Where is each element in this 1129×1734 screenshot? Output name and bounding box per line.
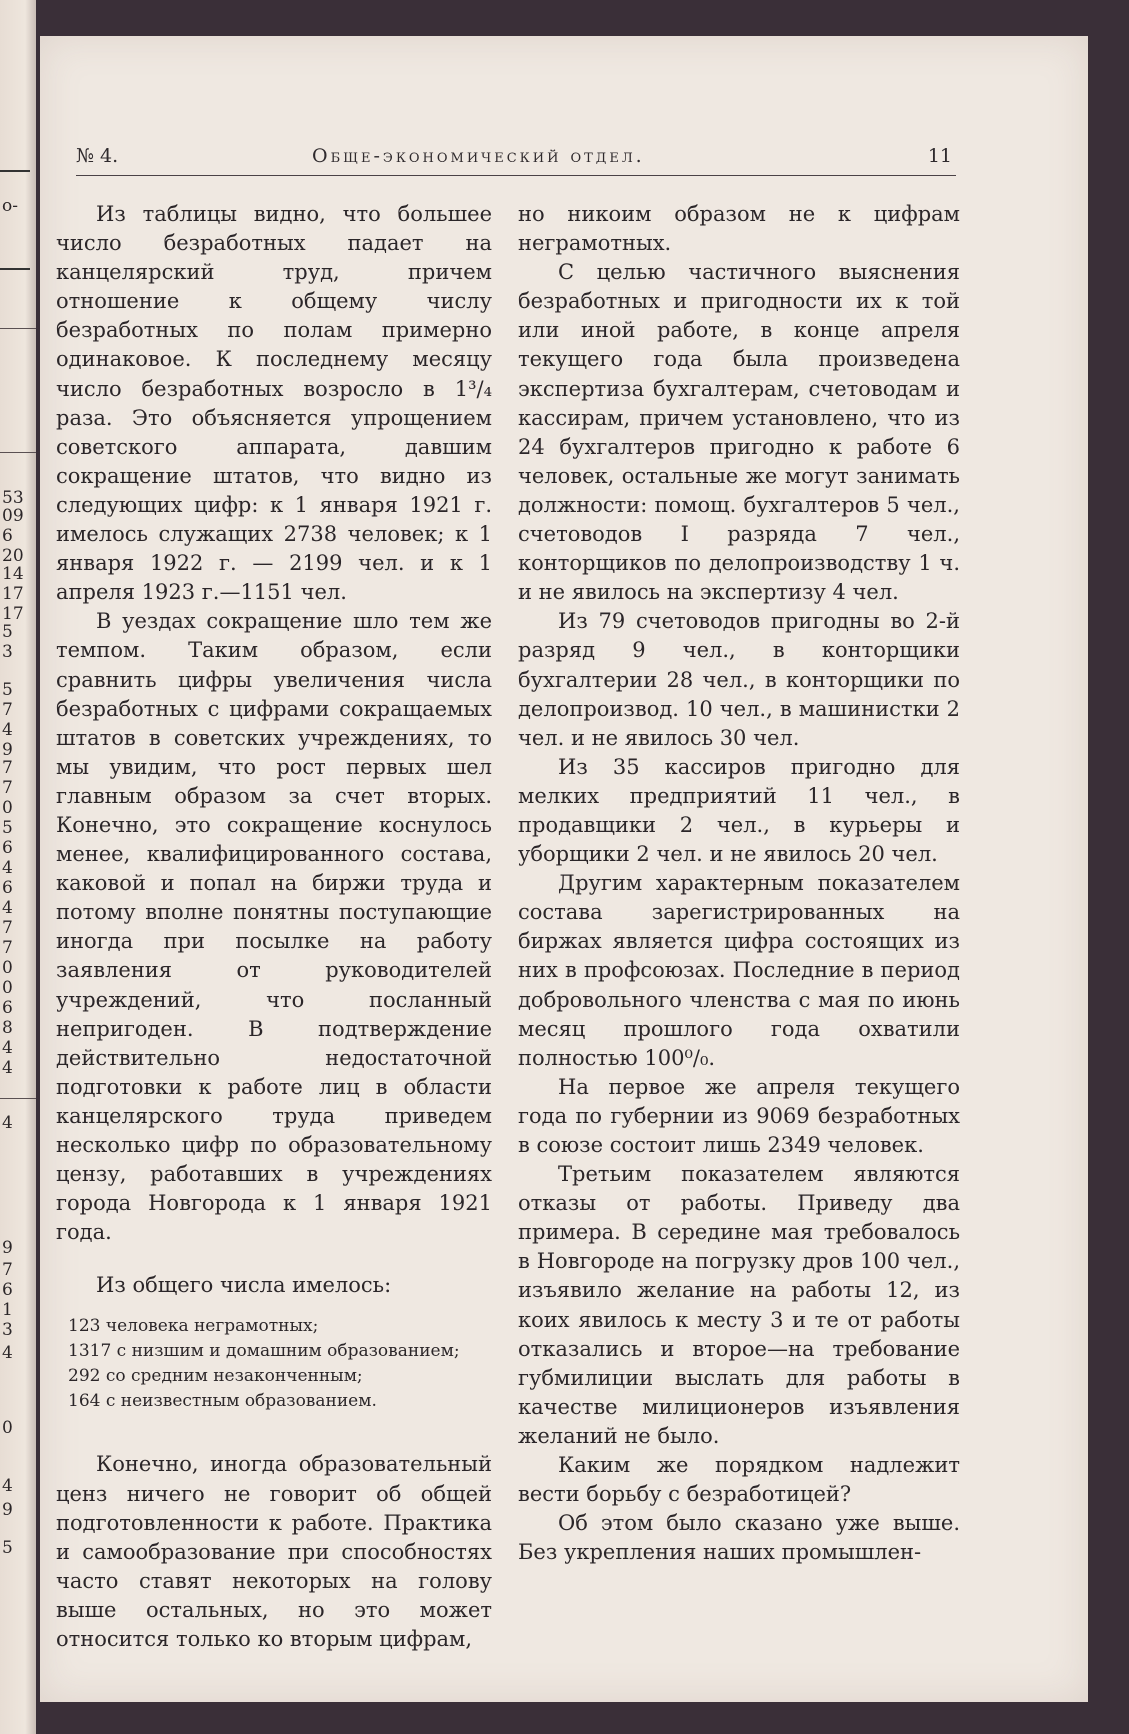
margin-fragment: 17: [2, 604, 24, 624]
margin-fragment: 9: [2, 1238, 13, 1258]
right-column: [518, 200, 960, 1567]
margin-fragment: 6: [2, 838, 13, 858]
paragraph: но никоим образом не к цифрам неграмотных.: [518, 202, 960, 256]
list-item: 1317 с низшим и домашним образованием;: [68, 1341, 460, 1362]
margin-fragment: 7: [2, 758, 13, 778]
issue-number: № 4.: [76, 145, 119, 167]
page-number: 11: [927, 145, 952, 167]
paragraph: Третьим показателем являются отказы от работы. Приведу два примера. В середине мая требовалось в Новгороде на погрузку дров 100 чел., изъявило желание на работы 12, из коих явилось к месту 3 и те от работы отказались и второе—на требование губмилиции выслать для работы в качестве милиционеров изъявления желаний не было.: [518, 1162, 960, 1448]
paragraph: В уездах сокращение шло тем же темпом. Таким образом, если сравнить цифры увеличения числа безработных с цифрами сокращаемых штатов в советских учреждениях, то мы увидим, что рост первых шел главным образом за счет вторых. Конечно, это сокращение коснулось менее, квалифицированного состава, каковой и попал на биржи труда и потому вполне понятны поступающие иногда при посылке на работу заявления от руководителей учреждений, что посланный непригоден. В подтверждение действительно недостаточной подготовки к работе лиц в области канцелярского труда приведем несколько цифр по образовательному цензу, работавших в учреждениях города Новгорода к 1 января 1921 года.: [56, 609, 492, 1245]
paragraph: Из 35 кассиров пригодно для мелких предприятий 11 чел., в продавщики 2 чел., в курьеры и уборщики 2 чел. и не явилось 20 чел.: [518, 754, 960, 867]
paragraph: Из общего числа имелось:: [96, 1273, 392, 1298]
running-header: [76, 145, 956, 176]
list-item: 292 со средним незаконченным;: [68, 1366, 363, 1387]
margin-fragment: 6: [2, 878, 13, 898]
margin-fragment: 0: [2, 958, 13, 978]
margin-fragment: 3: [2, 642, 13, 662]
margin-rule: [0, 268, 30, 270]
margin-fragment: 4: [2, 1343, 13, 1363]
margin-fragment: 7: [2, 938, 13, 958]
margin-fragment: о-: [2, 196, 18, 216]
margin-fragment: 7: [2, 700, 13, 720]
margin-fragment: 4: [2, 720, 13, 740]
margin-fragment: 5: [2, 818, 13, 838]
margin-fragment: 4: [2, 858, 13, 878]
paragraph: Из 79 счетоводов пригодны во 2-й разряд 9 чел., в конторщики бухгалтерии 28 чел., в конторщики по делопроизвод. 10 чел., в машинистки 2 чел. и не явилось 30 чел.: [518, 609, 960, 750]
margin-fragment: 6: [2, 526, 13, 546]
margin-fragment: 4: [2, 1113, 13, 1133]
margin-fragment: 14: [2, 564, 24, 584]
education-list: [56, 1314, 492, 1414]
margin-fragment: 6: [2, 1280, 13, 1300]
adjacent-page-strip: [0, 0, 36, 1734]
margin-fragment: 3: [2, 1320, 13, 1340]
paragraph: Об этом было сказано уже выше. Без укрепления наших промышлен-: [518, 1511, 960, 1565]
margin-fragment: 5: [2, 622, 13, 642]
margin-fragment: 4: [2, 1476, 13, 1496]
margin-separator: [0, 1098, 36, 1099]
paragraph: Каким же порядком надлежит вести борьбу с безработицей?: [518, 1453, 960, 1507]
margin-fragment: 0: [2, 1418, 13, 1438]
margin-fragment: 1: [2, 1300, 13, 1320]
margin-fragment: 5: [2, 1538, 13, 1558]
margin-fragment: 4: [2, 898, 13, 918]
margin-fragment: 4: [2, 1058, 13, 1078]
paragraph: Другим характерным показателем состава зарегистрированных на биржах является цифра состоящих из них в профсоюзах. Последние в период добровольного членства с мая по июнь месяц прошлого года охватили полностью 100⁰/₀.: [518, 871, 960, 1070]
margin-fragment: 4: [2, 1038, 13, 1058]
margin-separator: [0, 452, 36, 453]
margin-fragment: 9: [2, 740, 13, 760]
margin-fragment: 09: [2, 506, 24, 526]
section-title: Обще-экономический отдел.: [312, 145, 645, 167]
margin-fragment: 20: [2, 546, 24, 566]
paragraph: С целью частичного выяснения безработных и пригодности их к той или иной работе, в конце апреля текущего года была произведена экспертиза бухгалтерам, счетоводам и кассирам, причем установлено, что из 24 бухгалтеров пригодно к работе 6 человек, остальные же могут занимать должности: помощ. бухгалтеров 5 чел., счетоводов I разряда 7 чел., конторщиков по делопроизводству 1 ч. и не явилось на экспертизу 4 чел.: [518, 260, 960, 605]
margin-fragment: 5: [2, 680, 13, 700]
margin-fragment: 7: [2, 778, 13, 798]
paragraph: Конечно, иногда образовательный ценз ничего не говорит об общей подготовленности к работе. Практика и самообразование при способностях часто ставят некоторых на голову выше остальных, но это может относится только ко вторым цифрам,: [56, 1452, 492, 1652]
paragraph: Из таблицы видно, что большее число безработных падает на канцелярский труд, причем отношение к общему числу безработных по полам примерно одинаковое. К последнему месяцу число безработных возросло в 1³/₄ раза. Это объясняется упрощением советского аппарата, давшим сокращение штатов, что видно из следующих цифр: к 1 января 1921 г. имелось служащих 2738 человек; к 1 января 1922 г. — 2199 чел. и к 1 апреля 1923 г.—1151 чел.: [56, 202, 492, 605]
margin-fragment: 53: [2, 488, 24, 508]
left-column: [56, 200, 492, 1654]
margin-fragment: 9: [2, 1500, 13, 1520]
margin-fragment: 7: [2, 918, 13, 938]
margin-fragment: 8: [2, 1018, 13, 1038]
list-item: 123 человека неграмотных;: [68, 1316, 319, 1337]
paragraph: На первое же апреля текущего года по губернии из 9069 безработных в союзе состоит лишь 2349 человек.: [518, 1074, 960, 1157]
margin-rule: [0, 170, 30, 172]
list-item: 164 с неизвестным образованием.: [68, 1391, 377, 1412]
margin-separator: [0, 328, 36, 329]
margin-fragment: 6: [2, 998, 13, 1018]
margin-fragment: 17: [2, 584, 24, 604]
margin-fragment: 7: [2, 1260, 13, 1280]
margin-fragment: 0: [2, 798, 13, 818]
margin-fragment: 0: [2, 978, 13, 998]
